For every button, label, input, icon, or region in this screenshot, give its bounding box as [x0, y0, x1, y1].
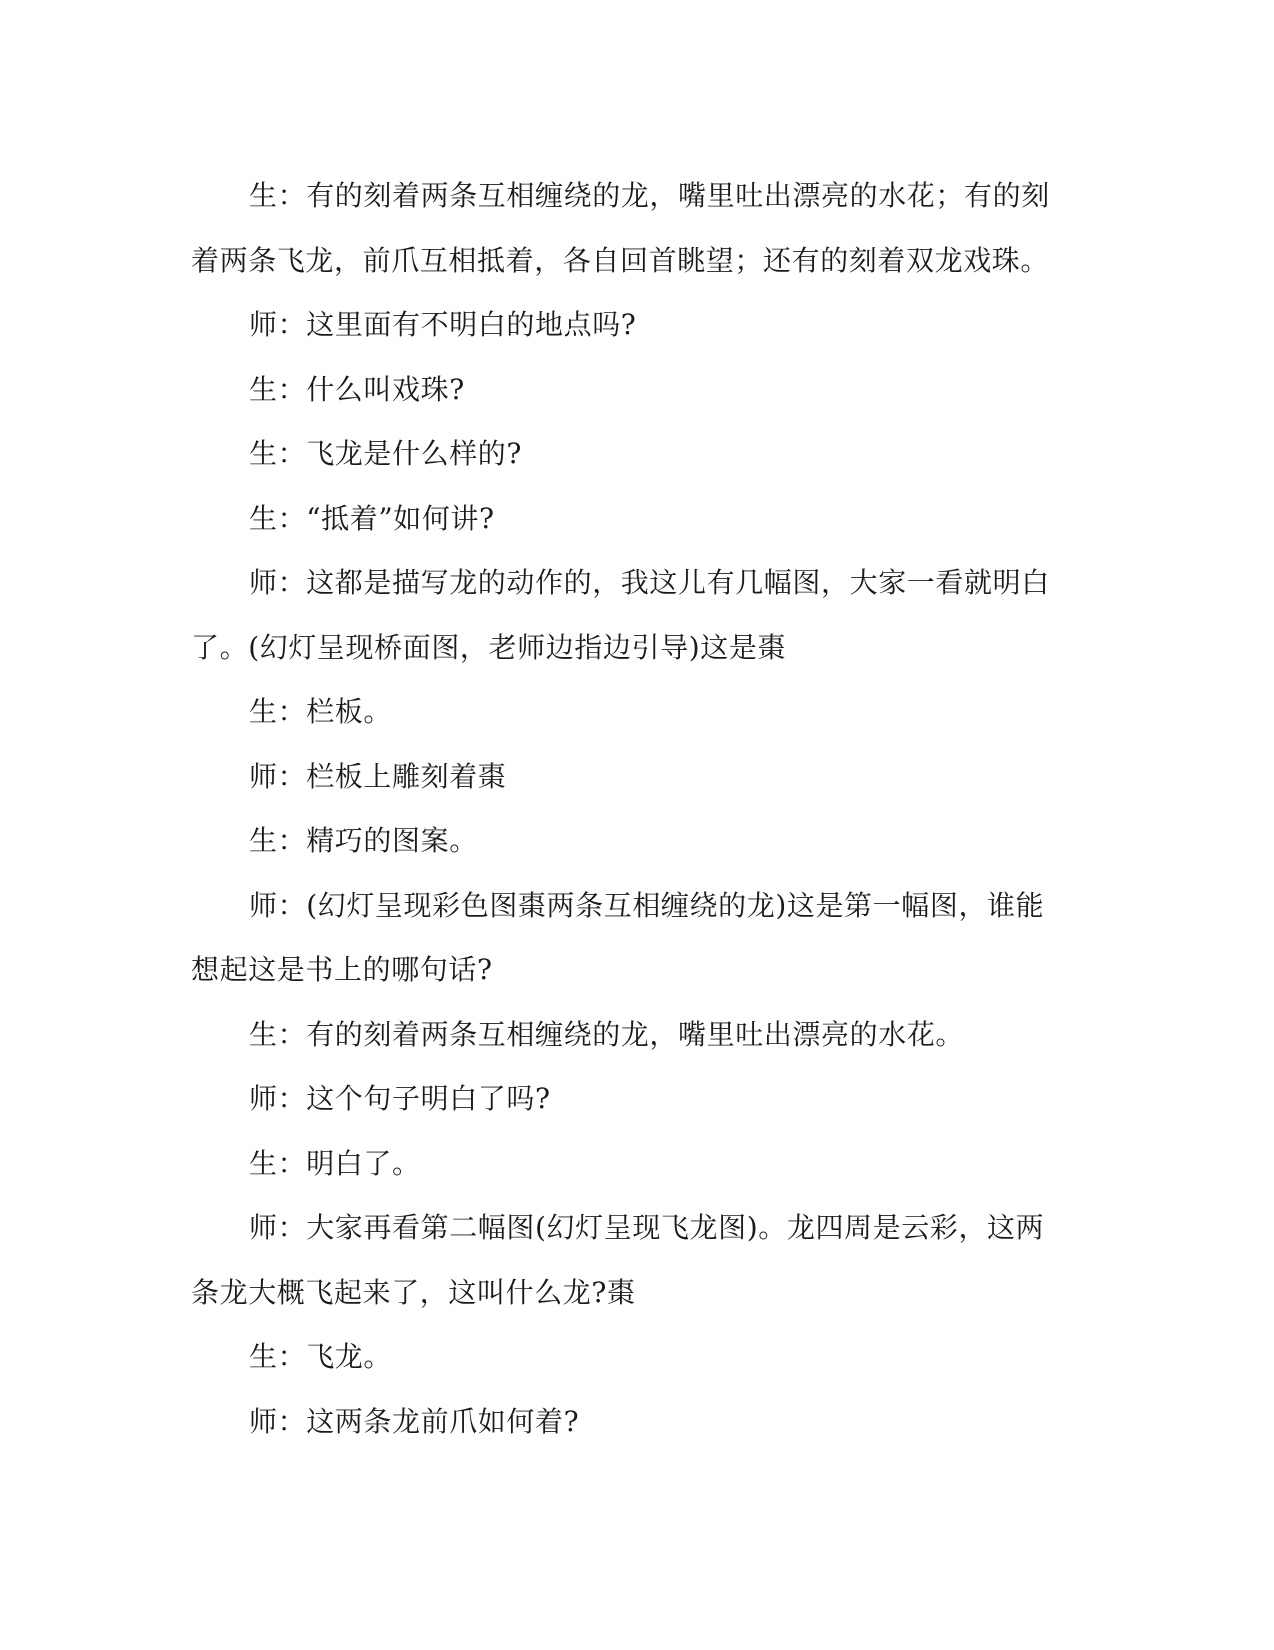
dialogue-line-continuation: 条龙大概飞起来了，这叫什么龙?棗	[191, 1275, 636, 1309]
dialogue-line: 师：大家再看第二幅图(幻灯呈现飞龙图)。龙四周是云彩，这两	[249, 1211, 1045, 1244]
dialogue-line: 师：栏板上雕刻着棗	[249, 759, 507, 793]
dialogue-line: 生：“抵着”如何讲?	[249, 501, 495, 535]
dialogue-line: 生：飞龙是什么样的?	[249, 437, 523, 470]
dialogue-line: 生：飞龙。	[249, 1340, 393, 1373]
dialogue-line: 师：这个句子明白了吗?	[249, 1082, 551, 1115]
dialogue-line: 生：有的刻着两条互相缠绕的龙，嘴里吐出漂亮的水花；有的刻	[249, 179, 1050, 212]
dialogue-line: 生：有的刻着两条互相缠绕的龙，嘴里吐出漂亮的水花。	[249, 1017, 965, 1051]
dialogue-line: 师：这里面有不明白的地点吗?	[249, 308, 637, 341]
dialogue-line-continuation: 着两条飞龙，前爪互相抵着，各自回首眺望；还有的刻着双龙戏珠。	[191, 243, 1050, 277]
dialogue-line: 生：栏板。	[249, 695, 393, 728]
dialogue-line: 师：这两条龙前爪如何着?	[249, 1404, 580, 1438]
dialogue-line: 生：什么叫戏珠?	[249, 372, 465, 406]
dialogue-line: 师：这都是描写龙的动作的，我这儿有几幅图，大家一看就明白	[249, 566, 1050, 599]
dialogue-line-continuation: 想起这是书上的哪句话?	[191, 953, 493, 986]
dialogue-line: 生：精巧的图案。	[249, 824, 478, 857]
dialogue-line: 生：明白了。	[249, 1146, 421, 1180]
dialogue-line: 师：(幻灯呈现彩色图棗两条互相缠绕的龙)这是第一幅图，谁能	[249, 888, 1045, 922]
dialogue-line-continuation: 了。(幻灯呈现桥面图，老师边指边引导)这是棗	[191, 630, 787, 664]
document-body	[191, 164, 1071, 1454]
